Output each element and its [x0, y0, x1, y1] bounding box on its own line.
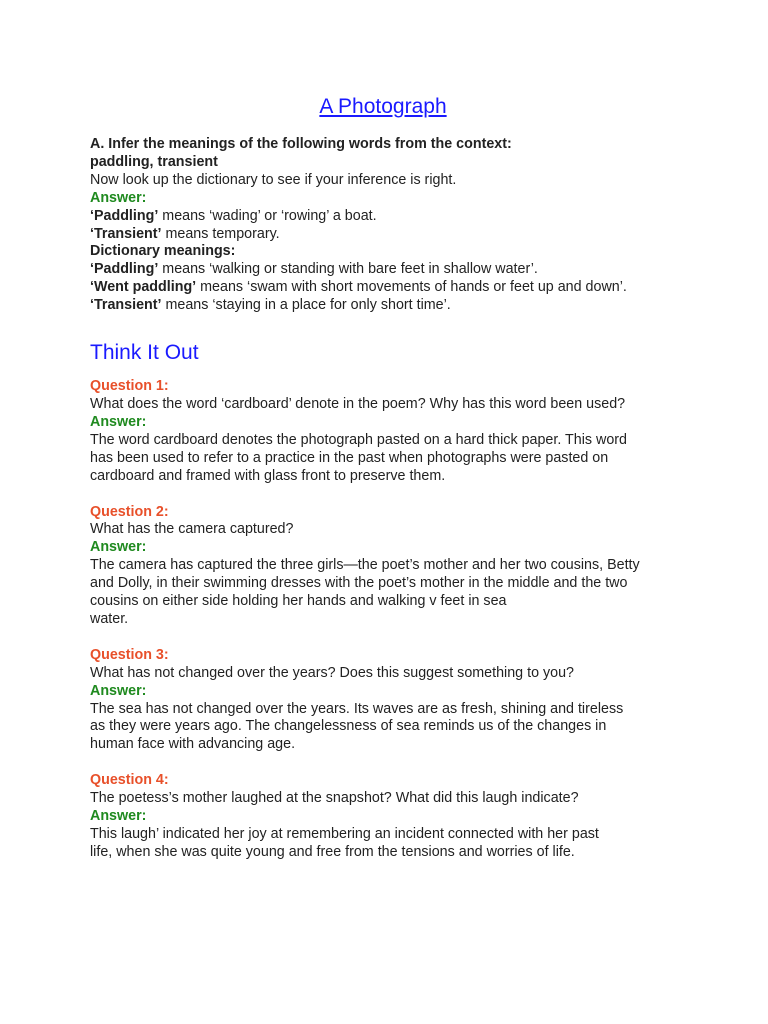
- question-label: Question 4:: [90, 772, 169, 789]
- dictionary-label: Dictionary meanings:: [90, 243, 236, 260]
- answer-line: cardboard and framed with glass front to preserve them.: [90, 467, 446, 484]
- inferred-definition: means temporary.: [161, 225, 280, 242]
- answer-line: This laugh’ indicated her joy at remembering an incident connected with her past: [90, 826, 599, 842]
- dictionary-definition: means ‘walking or standing with bare feet in shallow water’.: [158, 261, 538, 278]
- dictionary-term: ‘Went paddling’: [90, 279, 197, 296]
- question-block: [90, 772, 680, 862]
- dictionary-meaning: [90, 279, 680, 297]
- question-block: [90, 378, 680, 485]
- dictionary-definition: means ‘swam with short movements of hands or feet up and down’.: [196, 279, 627, 296]
- answer-line: cousins on either side holding her hands and walking v feet in sea: [90, 593, 507, 610]
- question-block: [90, 647, 680, 754]
- inferred-meaning: [90, 226, 680, 244]
- spacer: [90, 629, 680, 647]
- inferred-term: ‘Transient’: [90, 225, 162, 242]
- dictionary-definition: means ‘staying in a place for only short time’.: [161, 297, 451, 314]
- answer-line: The camera has captured the three girls—the poet’s mother and her two cousins, Betty: [90, 557, 640, 574]
- dictionary-term: ‘Paddling’: [90, 261, 159, 278]
- answer-line: life, when she was quite young and free from the tensions and worries of life.: [90, 843, 575, 860]
- answer-line: has been used to refer to a practice in the past when photographs were pasted on: [90, 449, 609, 466]
- question-text: The poetess’s mother laughed at the snapshot? What did this laugh indicate?: [90, 790, 579, 807]
- section-a-words: paddling, transient: [90, 153, 218, 170]
- dictionary-meaning: [90, 261, 680, 279]
- question-text: What has not changed over the years? Does this suggest something to you?: [90, 664, 574, 681]
- inferred-meaning: [90, 208, 680, 226]
- dictionary-meaning: [90, 297, 680, 315]
- answer-label: Answer:: [90, 539, 147, 556]
- section-a-instruction: A. Infer the meanings of the following words from the context:: [90, 136, 512, 152]
- spacer: [90, 486, 680, 504]
- answer-label: Answer:: [90, 413, 147, 430]
- dictionary-term: ‘Transient’: [90, 297, 162, 314]
- section-heading: Think It Out: [90, 341, 199, 365]
- section-a: [90, 136, 680, 315]
- section-a-lookup: Now look up the dictionary to see if your inference is right.: [90, 171, 457, 188]
- page-title: A Photograph: [319, 95, 447, 118]
- question-label: Question 2:: [90, 503, 169, 520]
- answer-line: water.: [90, 610, 129, 627]
- inferred-term: ‘Paddling’: [90, 207, 159, 224]
- question-label: Question 1:: [90, 378, 169, 395]
- title-wrap: [90, 90, 680, 124]
- answer-line: The sea has not changed over the years. Its waves are as fresh, shining and tireless: [90, 700, 624, 717]
- answer-label: Answer:: [90, 682, 147, 699]
- answer-line: as they were years ago. The changelessness of sea reminds us of the changes in: [90, 718, 607, 735]
- question-block: [90, 504, 680, 629]
- answer-line: The word cardboard denotes the photograph pasted on a hard thick paper. This word: [90, 431, 628, 448]
- answer-line: and Dolly, in their swimming dresses with the poet’s mother in the middle and the two: [90, 575, 628, 592]
- document-page: [90, 90, 680, 862]
- answer-line: human face with advancing age.: [90, 736, 296, 753]
- question-text: What does the word ‘cardboard’ denote in the poem? Why has this word been used?: [90, 395, 626, 412]
- section-a-answer-label: Answer:: [90, 189, 147, 206]
- inferred-definition: means ‘wading’ or ‘rowing’ a boat.: [158, 207, 377, 224]
- answer-label: Answer:: [90, 808, 147, 825]
- question-label: Question 3:: [90, 646, 169, 663]
- question-text: What has the camera captured?: [90, 521, 294, 538]
- spacer: [90, 754, 680, 772]
